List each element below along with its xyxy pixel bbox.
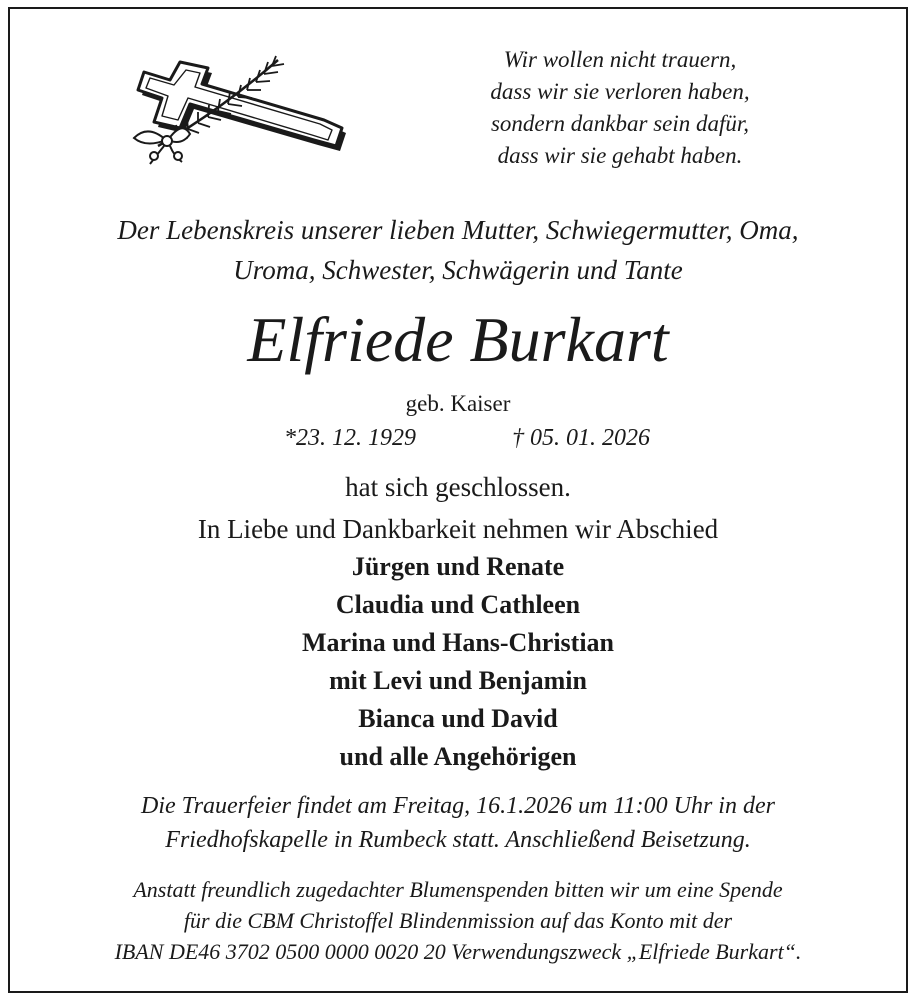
mourner-entry: mit Levi und Benjamin	[329, 666, 587, 695]
memorial-quote	[430, 44, 810, 172]
intro-line: Der Lebenskreis unserer lieben Mutter, Schwiegermutter, Oma,	[117, 215, 799, 245]
death-date: † 05. 01. 2026	[512, 425, 650, 451]
mourners-list	[0, 548, 916, 776]
mourner-entry: Bianca und David	[358, 704, 558, 733]
donation-info	[0, 874, 916, 967]
intro-line: Uroma, Schwester, Schwägerin und Tante	[233, 255, 683, 285]
intro-text	[0, 210, 916, 290]
birth-date: *23. 12. 1929	[284, 425, 416, 451]
donation-line: IBAN DE46 3702 0500 0000 0020 20 Verwendungszweck „Elfriede Burkart“.	[114, 939, 802, 964]
cross-emblem-icon	[128, 54, 352, 166]
mourner-entry: Claudia und Cathleen	[335, 590, 581, 619]
service-line: Friedhofskapelle in Rumbeck statt. Anschließend Beisetzung.	[165, 827, 751, 853]
quote-line: sondern dankbar sein dafür,	[490, 111, 750, 136]
donation-line: für die CBM Christoffel Blindenmission auf das Konto mit der	[183, 908, 733, 933]
farewell-line: In Liebe und Dankbarkeit nehmen wir Abschied	[197, 514, 719, 544]
birth-name: geb. Kaiser	[405, 391, 511, 416]
mourner-entry: Marina und Hans-Christian	[301, 628, 615, 657]
mourner-entry: und alle Angehörigen	[339, 742, 577, 771]
service-info	[0, 789, 916, 857]
deceased-name: Elfriede Burkart	[247, 304, 669, 375]
mourner-entry: Jürgen und Renate	[351, 552, 565, 581]
donation-line: Anstatt freundlich zugedachter Blumenspenden bitten wir um eine Spende	[133, 877, 783, 902]
service-line: Die Trauerfeier findet am Freitag, 16.1.2026 um 11:00 Uhr in der	[141, 793, 775, 819]
closing-line: hat sich geschlossen.	[345, 472, 571, 502]
quote-line: dass wir sie verloren haben,	[490, 79, 750, 104]
quote-line: dass wir sie gehabt haben.	[497, 143, 743, 168]
quote-line: Wir wollen nicht trauern,	[503, 47, 737, 72]
